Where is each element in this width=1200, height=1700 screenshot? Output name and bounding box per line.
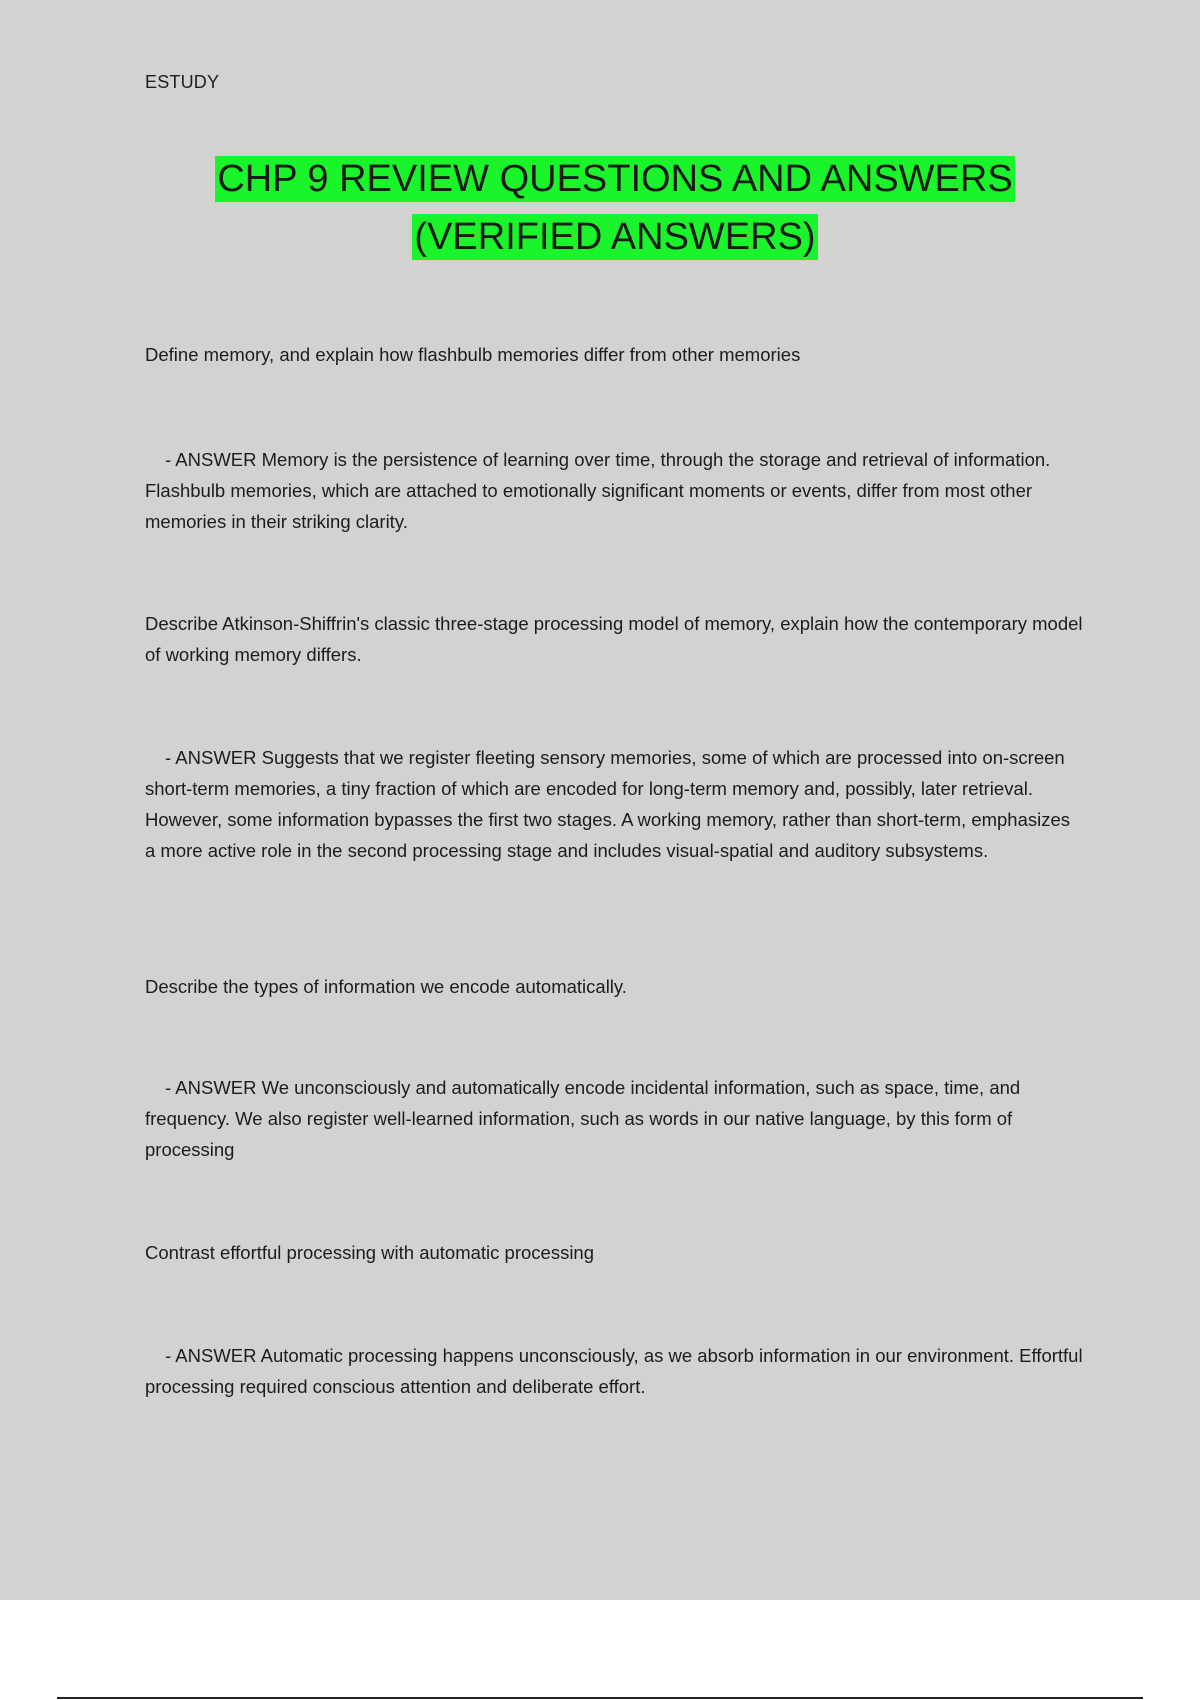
answer-1 — [145, 444, 1085, 537]
question-4: Contrast effortful processing with automatic processing — [145, 1242, 595, 1263]
question-2: Describe Atkinson-Shiffrin's classic three-stage processing model of memory, explain how the contemporary model of working memory differs. — [145, 613, 1083, 665]
question-1: Define memory, and explain how flashbulb memories differ from other memories — [145, 344, 801, 365]
answer-2-text: - ANSWER Suggests that we register fleeting sensory memories, some of which are processed into on-screen short-term memories, a tiny fraction of which are encoded for long-term memory and, possibly, later retrieval. However, some information bypasses the first two stages. A working memory, rather than short-term, emphasizes a more active role in the second processing stage and includes visual-spatial and auditory subsystems. — [145, 747, 1071, 861]
answer-4 — [145, 1340, 1085, 1402]
title-highlight: CHP 9 REVIEW QUESTIONS AND ANSWERS (VERIFIED ANSWERS) — [217, 158, 1013, 258]
question-3: Describe the types of information we encode automatically. — [145, 976, 627, 997]
bottom-divider — [57, 1697, 1143, 1699]
answer-4-text: - ANSWER Automatic processing happens unconsciously, as we absorb information in our environment. Effortful processing required conscious attention and deliberate effort. — [145, 1345, 1083, 1397]
answer-3 — [145, 1072, 1085, 1165]
header-label: ESTUDY — [145, 72, 220, 92]
page-title — [140, 150, 1090, 266]
answer-3-text: - ANSWER We unconsciously and automatically encode incidental information, such as space, time, and frequency. We also register well-learned information, such as words in our native language, by this form of processing — [145, 1077, 1021, 1160]
answer-2 — [145, 742, 1085, 866]
answer-1-text: - ANSWER Memory is the persistence of learning over time, through the storage and retrieval of information. Flashbulb memories, which are attached to emotionally significant moments or events, differ from most other memories in their striking clarity. — [145, 449, 1051, 532]
